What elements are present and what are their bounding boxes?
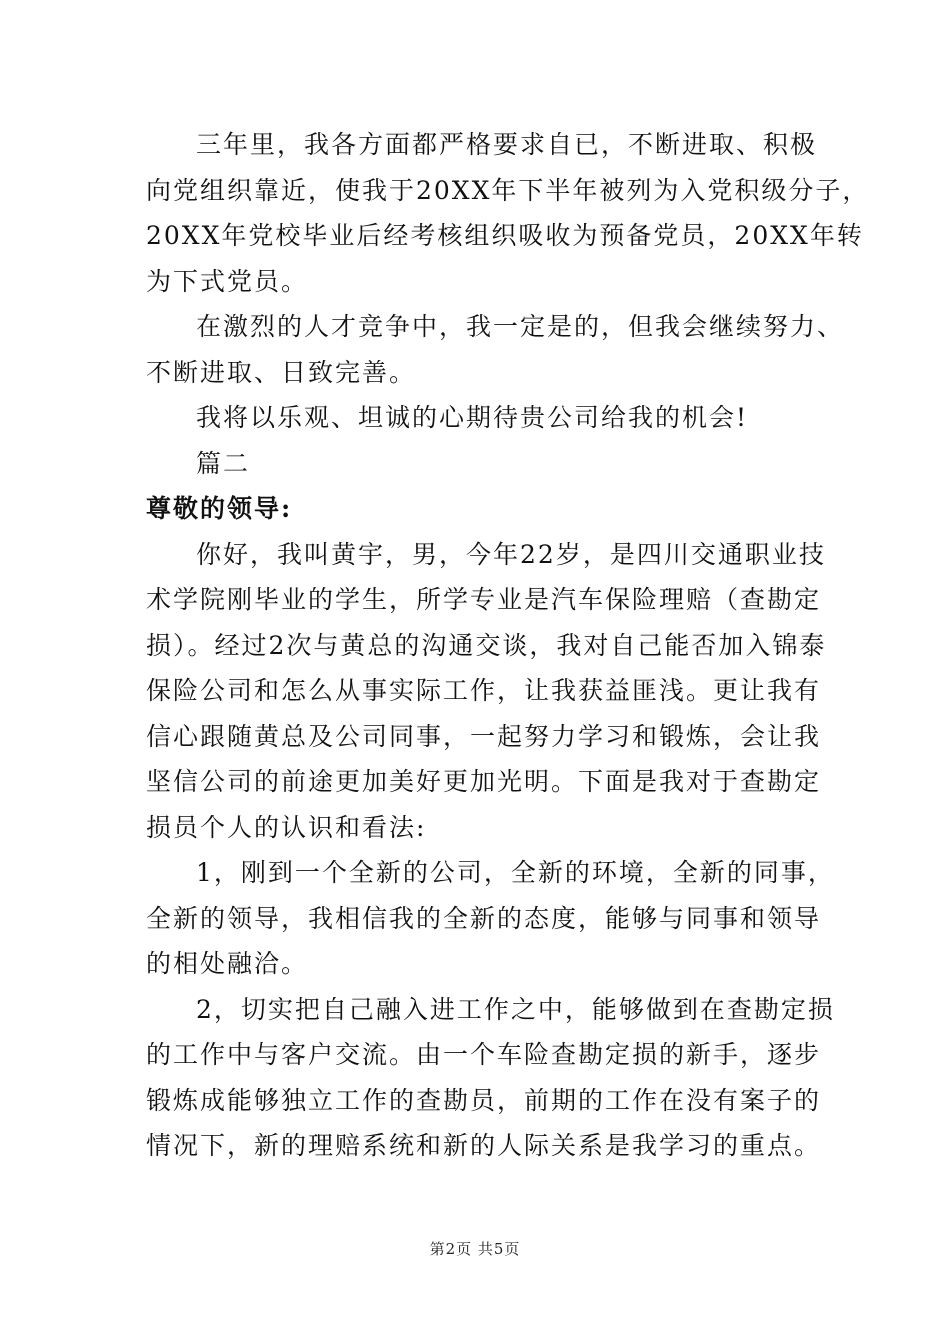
text-line: 你好，我叫黄宇，男，今年22岁，是四川交通职业技 — [196, 539, 826, 569]
text-line: 损员个人的认识和看法: — [146, 812, 427, 842]
text-line: 向党组织靠近，使我于20XX年下半年被列为入党积级分子， — [146, 175, 870, 205]
text-line: 的工作中与客户交流。由一个车险查勘定损的新手，逐步 — [146, 1040, 822, 1069]
text-line: 20XX年党校毕业后经考核组织吸收为预备党员，20XX年转 — [146, 221, 864, 250]
text-line: 为下式党员。 — [146, 266, 309, 296]
text-line: 锻炼成能够独立工作的查勘员，前期的工作在没有案子的 — [146, 1085, 822, 1115]
text-line: 不断进取、日致完善。 — [146, 357, 417, 387]
paragraph-point-2 — [146, 987, 835, 1169]
text-line: 情况下，新的理赔系统和新的人际关系是我学习的重点。 — [146, 1131, 822, 1160]
salutation: 尊敬的领导: — [146, 494, 293, 523]
text-line: 坚信公司的前途更加美好更加光明。下面是我对于查勘定 — [146, 767, 822, 796]
text-line: 在激烈的人才竞争中，我一定是的，但我会继续努力、 — [196, 312, 845, 341]
paragraph-party-membership — [146, 122, 870, 304]
paragraph-introduction — [146, 532, 826, 851]
paragraph-closing — [146, 395, 826, 441]
text-line: 信心跟随黄总及公司同事，一起努力学习和锻炼，会让我 — [146, 721, 822, 751]
text-line: 三年里，我各方面都严格要求自已，不断进取、积极 — [196, 130, 818, 159]
text-line: 的相处融洽。 — [146, 949, 309, 978]
paragraph-point-1 — [146, 850, 835, 987]
text-line: 篇二 — [196, 448, 251, 478]
paragraph-competition — [146, 304, 845, 395]
text-line: 全新的领导，我相信我的全新的态度，能够与同事和领导 — [146, 903, 822, 933]
text-line: 术学院刚毕业的学生，所学专业是汽车保险理赔（查勘定 — [146, 585, 822, 614]
text-line: 2，切实把自己融入进工作之中，能够做到在查勘定损 — [196, 994, 835, 1024]
section-label — [146, 441, 826, 487]
page-number-footer: 第2页 共5页 — [429, 1240, 521, 1258]
text-line: 1，刚到一个全新的公司，全新的环境，全新的同事， — [196, 858, 835, 887]
text-line: 我将以乐观、坦诚的心期待贵公司给我的机会! — [196, 403, 749, 432]
text-line: 保险公司和怎么从事实际工作，让我获益匪浅。更让我有 — [146, 676, 822, 705]
page-body — [146, 122, 870, 1169]
text-line: 损）。经过2次与黄总的沟通交谈，我对自己能否加入锦泰 — [146, 630, 827, 660]
